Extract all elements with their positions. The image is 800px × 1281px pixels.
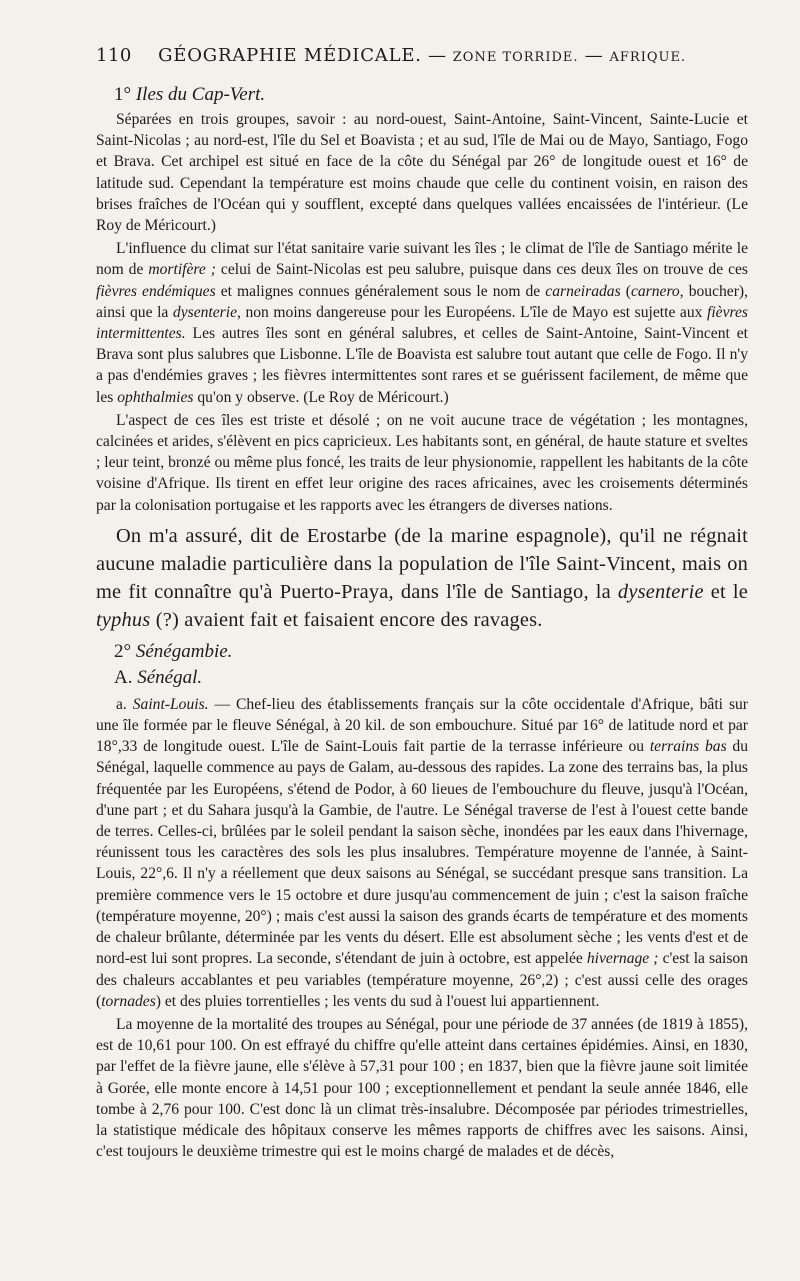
- body-text: [96, 83, 748, 1162]
- section-title-senegal: A. Sénégal.: [114, 666, 203, 688]
- section-title-senegambie: 2° Sénégambie.: [114, 640, 233, 662]
- running-head: [96, 45, 756, 66]
- paragraph-large-type: On m'a assuré, dit de Erostarbe (de la marine espagnole), qu'il ne régnait aucune maladie particulière dans la population de l'île Saint-Vincent, mais on me fit connaître qu'à Puerto-Praya, dans l'île de Santiago, la dysenterie et le typhus (?) avaient fait et faisaient encore des ravages.: [96, 524, 748, 631]
- paragraph: Séparées en trois groupes, savoir : au nord-ouest, Saint-Antoine, Saint-Vincent, Sainte-Lucie et Saint-Nicolas ; au nord-est, l'île du Sel et Boavista ; et au sud, l'île de Mai ou de Mayo, Santiago, Fogo et Brava. Cet archipel est situé en face de la côte du Sénégal par 26° de longitude ouest et 16° de latitude sud. Cependant la température est moins chaude que celle du continent voisin, en raison des brises fraîches de l'Océan qui y soufflent, excepté dans quelques vallées encaissées de l'intérieur. (Le Roy de Méricourt.): [96, 111, 748, 235]
- separator-dash: —: [584, 45, 604, 66]
- running-region: AFRIQUE.: [609, 50, 687, 65]
- paragraph: a. Saint-Louis. — Chef-lieu des établissements français sur la côte occidentale d'Afrique, bâti sur une île formée par le fleuve Sénégal, à 20 kil. de son embouchure. Situé par 16° de latitude nord et par 18°,33 de longitude ouest. L'île de Saint-Louis fait partie de la terrasse inférieure ou terrains bas du Sénégal, laquelle commence au pays de Galam, au-dessous des rapides. La zone des terrains bas, la plus fréquentée par les Européens, s'étend de Podor, à 60 lieues de l'embouchure du fleuve, jusqu'à l'Océan, d'une part ; et du Sahara jusqu'à la Gambie, de l'autre. Le Sénégal traverse de l'est à l'ouest cette bande de terres. Celles-ci, brûlées par le soleil pendant la saison sèche, inondées par les eaux dans l'hivernage, réunissent tous les caractères des sols les plus insalubres. Température moyenne de l'année, à Saint-Louis, 22°,6. Il n'y a réellement que deux saisons au Sénégal, se succédant presque sans transition. La première commence vers le 15 octobre et dure jusqu'au commencement de juin ; c'est la saison fraîche (température moyenne, 20°) ; mais c'est aussi la saison des grands écarts de température et des moments de chaleur brûlante, déterminée par les vents du désert. Elle est absolument sèche ; les vents d'est et de nord-est lui sont propres. La seconde, s'étendant de juin à octobre, est appelée hivernage ; c'est la saison des chaleurs accablantes et peu variables (température moyenne, 26°,2) ; c'est aussi celle des orages (tornades) et des pluies torrentielles ; les vents du sud à l'ouest lui appartiennent.: [96, 695, 748, 1010]
- paragraph: L'influence du climat sur l'état sanitaire varie suivant les îles ; le climat de l'île de Santiago mérite le nom de mortifère ; celui de Saint-Nicolas est peu salubre, puisque dans ces deux îles on trouve de ces fièvres endémiques et malignes connues généralement sous le nom de carneiradas (carnero, boucher), ainsi que la dysenterie, non moins dangereuse pour les Européens. L'île de Mayo est sujette aux fièvres intermittentes. Les autres îles sont en général salubres, et celles de Saint-Antoine, Saint-Vincent et Brava sont plus salubres que Lisbonne. L'île de Boavista est salubre tout autant que celle de Fogo. Il n'y a pas d'endémies graves ; les fièvres intermittentes sont rares et se guérissent facilement, de même que les ophthalmies qu'on y observe. (Le Roy de Méricourt.): [96, 240, 749, 406]
- running-zone: ZONE TORRIDE.: [452, 50, 579, 65]
- paragraph: L'aspect de ces îles est triste et désolé ; on ne voit aucune trace de végétation ; les montagnes, calcinées et arides, s'élèvent en pics capricieux. Les habitants sont, en général, de haute stature et sveltes ; leur teint, bronzé ou même plus foncé, les traits de leur physionomie, rappellent les habitants de la côte voisine d'Afrique. Ils tirent en effet leur origine des races africaines, avec les croisements déterminés par la colonisation portugaise et les rapports avec les étrangers de diverses nations.: [96, 411, 748, 514]
- page-number: 110: [96, 45, 132, 66]
- running-title: GÉOGRAPHIE MÉDICALE.: [158, 45, 422, 66]
- paragraph: La moyenne de la mortalité des troupes au Sénégal, pour une période de 37 années (de 1819 à 1855), est de 10,61 pour 100. On est effrayé du chiffre qu'elle atteint dans certaines épidémies. Ainsi, en 1830, par l'effet de la fièvre jaune, elle s'élève à 57,31 pour 100 ; en 1837, bien que la fièvre jaune soit limitée à Gorée, elle monte encore à 14,51 pour 100 ; exceptionnellement et pendant la seule année 1846, elle tombe à 2,76 pour 100. C'est donc là un climat très-insalubre. Décomposée par périodes trimestrielles, la statistique médicale des hôpitaux conserve les mêmes rapports de chiffres avec les saisons. Ainsi, c'est toujours le deuxième trimestre qui est le moins chargé de malades et de décès,: [96, 1015, 748, 1161]
- section-title-cap-vert: 1° Iles du Cap-Vert.: [114, 84, 266, 105]
- separator-dash: —: [428, 45, 447, 66]
